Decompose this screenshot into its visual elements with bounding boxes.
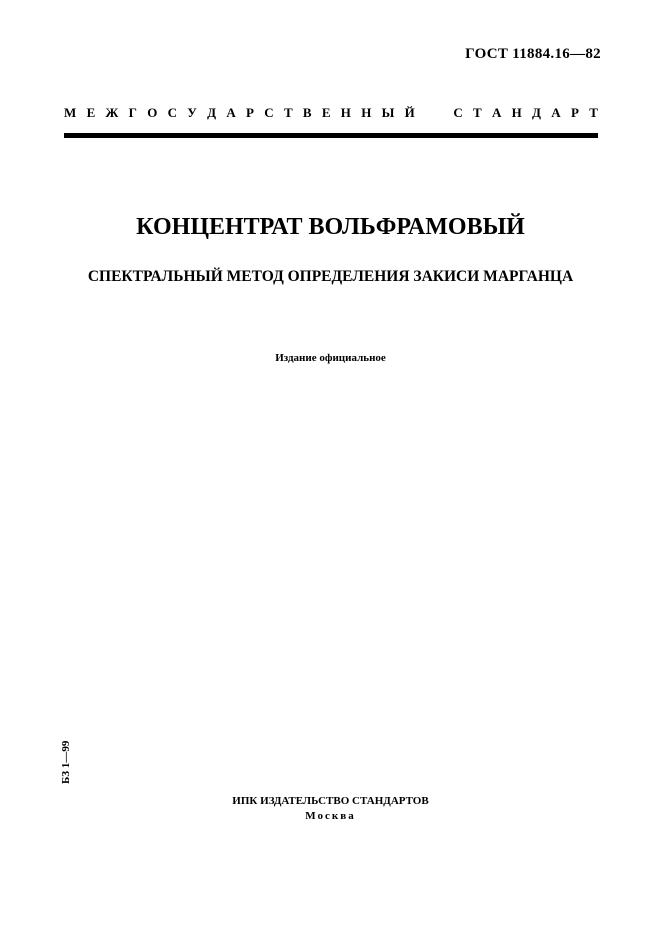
standard-number: ГОСТ 11884.16—82 [465,46,601,62]
category-letter: У [187,105,197,120]
category-letter: Е [86,105,96,120]
category-letter: Т [283,105,293,120]
standard-category-heading [64,105,598,121]
edition-note: Издание официальное [275,352,386,364]
side-code: БЗ 1—99 [60,740,72,784]
category-letter: С [453,105,463,120]
category-letter: А [551,105,561,120]
category-letter: Е [321,105,331,120]
category-letter: С [264,105,274,120]
category-letter: В [302,105,312,120]
category-letter: С [167,105,178,120]
category-letter: А [491,105,502,120]
header-divider [64,133,598,138]
category-letter: Т [589,105,598,120]
category-letter: А [226,105,236,120]
category-letter: Ы [381,105,395,120]
publisher-city: Москва [305,810,356,822]
category-letter: Н [511,105,522,120]
category-letter: Н [340,105,351,120]
category-letter: Ж [105,105,119,120]
document-title: КОНЦЕНТРАТ ВОЛЬФРАМОВЫЙ [136,214,525,240]
category-letter: Д [532,105,541,120]
category-letter: О [147,105,158,120]
document-subtitle: СПЕКТРАЛЬНЫЙ МЕТОД ОПРЕДЕЛЕНИЯ ЗАКИСИ МАРГАНЦА [87,268,574,285]
category-letter: Н [361,105,372,120]
category-letter: М [64,105,77,120]
category-letter: Д [207,105,217,120]
category-letter: Г [128,105,137,120]
category-letter: Р [570,105,579,120]
category-letter: Т [473,105,482,120]
category-letter: Й [404,105,415,120]
category-letter [425,105,443,121]
publisher: ИПК ИЗДАТЕЛЬСТВО СТАНДАРТОВ [232,795,429,807]
category-letter: Р [246,105,254,120]
